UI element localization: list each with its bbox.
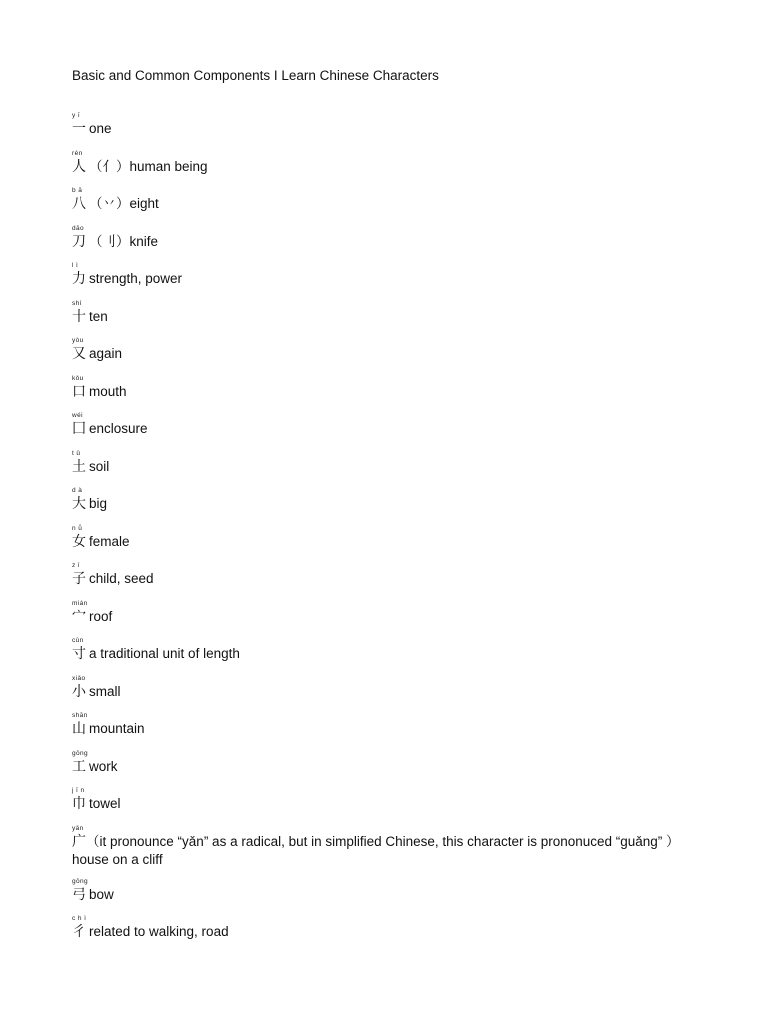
chinese-character: 宀 bbox=[72, 608, 86, 625]
definition-text: strength, power bbox=[89, 271, 183, 286]
chinese-character: 弓 bbox=[72, 886, 86, 903]
chinese-character: 囗 bbox=[72, 421, 86, 437]
chinese-character: 又 bbox=[72, 346, 86, 362]
list-item bbox=[72, 712, 712, 750]
pinyin-annotation: kǒu bbox=[72, 374, 84, 382]
list-item bbox=[72, 450, 712, 488]
pinyin-annotation: cùn bbox=[72, 637, 84, 644]
list-item bbox=[72, 675, 712, 713]
document-title: Basic and Common Components I Learn Chinese Characters bbox=[72, 68, 439, 83]
list-item bbox=[72, 262, 712, 300]
chinese-character: 巾 bbox=[72, 796, 86, 812]
chinese-character: 寸 bbox=[72, 646, 86, 662]
definition-text: mouth bbox=[89, 383, 127, 399]
list-item bbox=[72, 600, 712, 638]
definition-text: mountain bbox=[89, 721, 145, 736]
list-item bbox=[72, 487, 712, 525]
chinese-character: 子 bbox=[72, 571, 86, 587]
list-item bbox=[72, 915, 712, 953]
pinyin-annotation: d à bbox=[72, 487, 83, 494]
pinyin-annotation: l ì bbox=[72, 262, 79, 269]
pinyin-annotation: c h ì bbox=[72, 915, 87, 922]
definition-text: roof bbox=[89, 608, 113, 624]
list-item bbox=[72, 187, 712, 225]
component-list bbox=[72, 112, 712, 953]
definition-text: small bbox=[89, 683, 121, 699]
pinyin-annotation: b ā bbox=[72, 187, 83, 194]
definition-text: bow bbox=[89, 886, 114, 902]
definition-text: child, seed bbox=[89, 571, 154, 586]
chinese-character: 口 bbox=[72, 383, 86, 400]
definition-text: soil bbox=[89, 458, 110, 474]
definition-text: enclosure bbox=[89, 421, 148, 436]
definition-text: work bbox=[89, 758, 118, 774]
pinyin-annotation: mián bbox=[72, 599, 88, 607]
pinyin-annotation: dāo bbox=[72, 224, 85, 232]
list-item bbox=[72, 300, 712, 338]
list-item bbox=[72, 562, 712, 600]
pinyin-annotation: rén bbox=[72, 149, 83, 157]
definition-text: towel bbox=[89, 796, 121, 811]
chinese-character: 工 bbox=[72, 758, 86, 775]
chinese-character: 小 bbox=[72, 683, 86, 700]
list-item bbox=[72, 750, 712, 788]
list-item bbox=[72, 825, 712, 878]
definition-text: again bbox=[89, 346, 123, 361]
list-item bbox=[72, 337, 712, 375]
pinyin-annotation: xiǎo bbox=[72, 674, 86, 682]
pinyin-annotation: gōng bbox=[72, 749, 89, 757]
pinyin-annotation: t ǔ bbox=[72, 449, 81, 457]
chinese-character: 人 bbox=[72, 158, 86, 175]
pinyin-annotation: y ī bbox=[72, 112, 81, 119]
list-item bbox=[72, 878, 712, 916]
list-item bbox=[72, 525, 712, 563]
pinyin-annotation: n ǚ bbox=[72, 524, 83, 532]
pinyin-annotation: wéi bbox=[72, 412, 83, 419]
list-item bbox=[72, 412, 712, 450]
chinese-character: 力 bbox=[72, 271, 86, 287]
chinese-character: 大 bbox=[72, 496, 86, 512]
definition-text: one bbox=[89, 121, 112, 136]
definition-text: a traditional unit of length bbox=[89, 646, 240, 661]
definition-text: related to walking, road bbox=[89, 924, 229, 939]
chinese-character: 广 bbox=[72, 833, 86, 850]
chinese-character: 刀 bbox=[72, 233, 86, 250]
list-item bbox=[72, 150, 712, 188]
list-item bbox=[72, 112, 712, 150]
pinyin-annotation: yòu bbox=[72, 337, 84, 344]
definition-text: big bbox=[89, 496, 108, 511]
chinese-character: 彳 bbox=[72, 924, 86, 940]
definition-text: （丷）eight bbox=[89, 196, 159, 211]
chinese-character: 八 bbox=[72, 196, 86, 212]
chinese-character: 女 bbox=[72, 533, 86, 550]
pinyin-annotation: yǎn bbox=[72, 824, 84, 832]
pinyin-annotation: gōng bbox=[72, 877, 89, 885]
list-item bbox=[72, 225, 712, 263]
definition-text: female bbox=[89, 533, 130, 549]
list-item bbox=[72, 787, 712, 825]
chinese-character: 土 bbox=[72, 458, 86, 475]
pinyin-annotation: shān bbox=[72, 712, 88, 719]
list-item bbox=[72, 375, 712, 413]
list-item bbox=[72, 637, 712, 675]
chinese-character: 山 bbox=[72, 721, 86, 737]
chinese-character: 十 bbox=[72, 308, 86, 325]
definition-text: （it pronounce “yǎn” as a radical, but in simplified Chinese, this character is prononuced “guǎng” ） house on a cliff bbox=[72, 833, 680, 867]
chinese-character: 一 bbox=[72, 121, 86, 137]
pinyin-annotation: z ǐ bbox=[72, 562, 80, 569]
definition-text: ten bbox=[89, 308, 108, 324]
definition-text: （亻）human being bbox=[89, 158, 208, 174]
definition-text: （刂）knife bbox=[89, 233, 159, 249]
pinyin-annotation: shí bbox=[72, 299, 82, 307]
pinyin-annotation: j ī n bbox=[72, 787, 85, 794]
